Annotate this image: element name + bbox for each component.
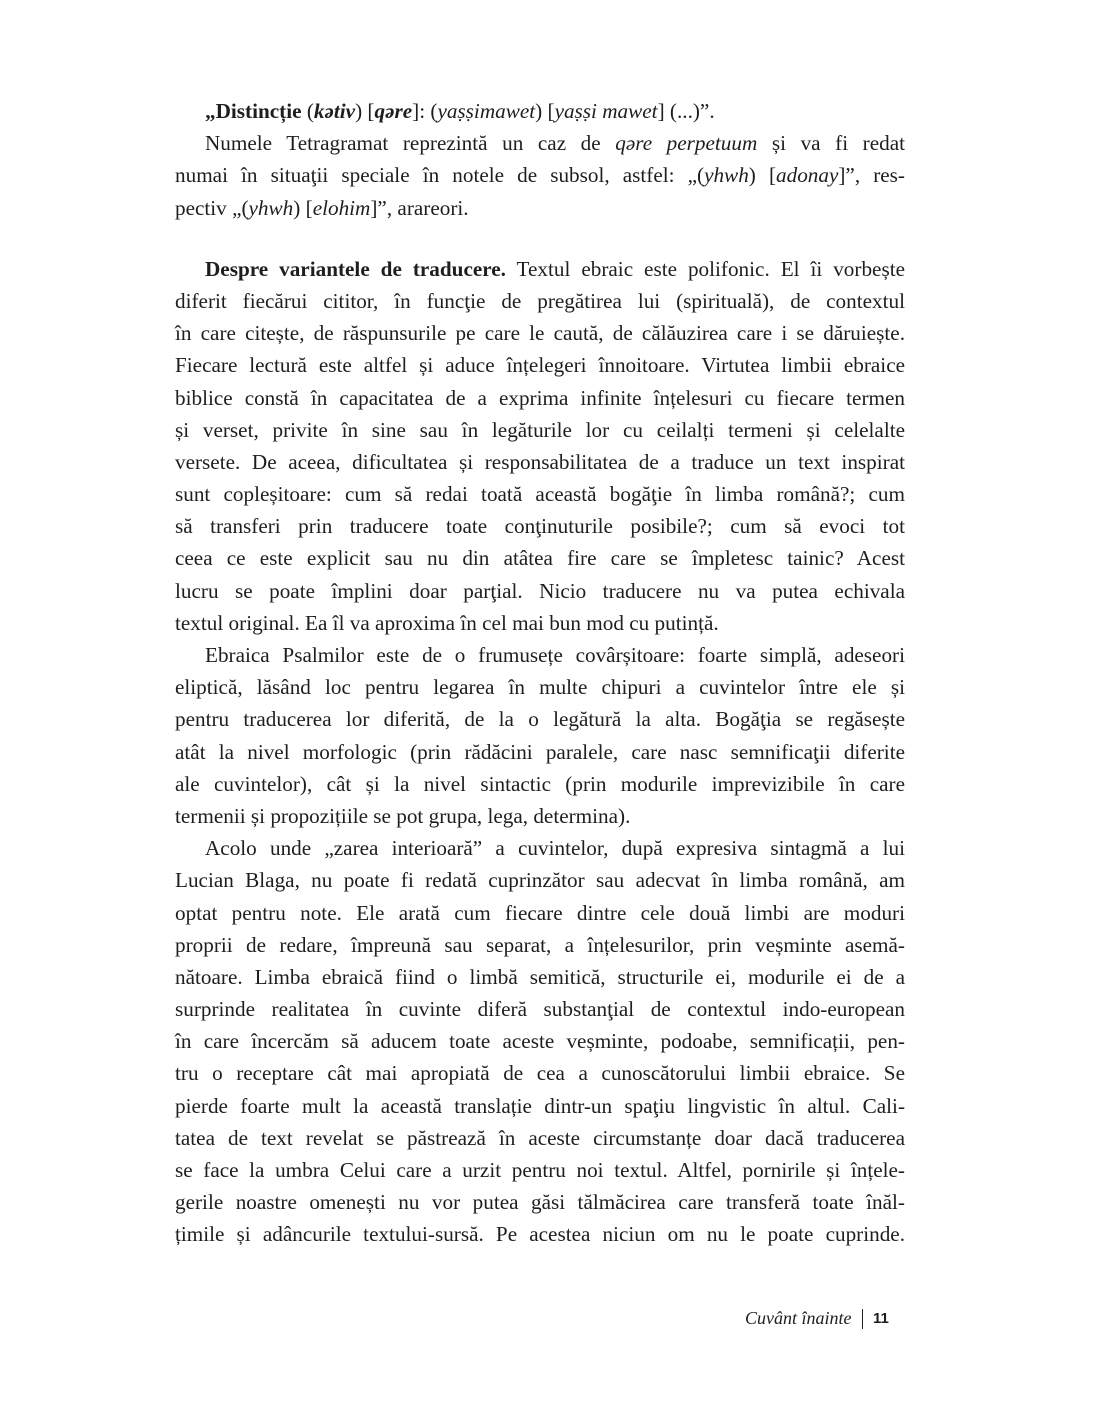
text-line: tatea de text revelat se păstrează în aceste circumstanțe doar dacă traducerea [175,1125,905,1150]
text-line: ceea ce este explicit sau nu din atâtea fire care se împletesc tainic? Acest [175,546,905,571]
text-line: se face la umbra Celui care a urzit pentru noi textul. Altfel, pornirile și înțele- [175,1158,905,1182]
text-line: tru o receptare cât mai apropiată de cea a cunoscătorului limbii ebraice. Se [175,1061,905,1086]
running-head: Cuvânt înainte [745,1308,852,1328]
section-heading-line: Despre variantele de traducere. Textul ebraic este polifonic. El îi vorbește [205,256,905,281]
text-line: termenii și propozițiile se pot grupa, lega, determina). [175,803,631,828]
text-line: gerile noastre omenești nu vor putea găsi tălmăcirea care transferă toate înăl- [175,1190,905,1215]
text-line: versete. De aceea, dificultatea și responsabilitatea de a traduce un text inspirat [175,449,905,474]
paragraph-tetragram [175,127,905,224]
paragraph-psalms-hebrew [175,639,905,832]
text-line: țimile și adâncurile textului-sursă. Pe acestea niciun om nu le poate cuprinde. [175,1222,905,1247]
text-line: eliptică, lăsând loc pentru legarea în multe chipuri a cuvintelor între ele și [175,675,905,700]
text-line: în care citește, de răspunsurile pe care le caută, de călăuzirea care i se dăruiește. [175,321,905,346]
text-line: și verset, privite în sine sau în legăturile lor cu ceilalți termeni și celelalte [175,417,905,442]
text-line: Acolo unde „zarea interioară” a cuvintelor, după expresiva sintagmă a lui [205,836,905,861]
text-line: Numele Tetragramat reprezintă un caz de qəre perpetuum și va fi redat [205,131,905,156]
text-line: în care încercăm să aducem toate aceste veșminte, podoabe, semnificații, pen- [175,1029,905,1054]
text-line: Ebraica Psalmilor este de o frumusețe covârșitoare: foarte simplă, adeseori [205,643,905,667]
page-body [175,95,905,1251]
paragraph-inner-horizon [175,832,905,1250]
text-line: sunt copleșitoare: cum să redai toată această bogăţie în limba română?; cum [175,482,905,507]
text-line: surprinde realitatea în cuvinte diferă substanţial de contextul indo-european [175,997,905,1022]
text-line: diferit fiecărui cititor, în funcţie de pregătirea lui (spirituală), de contextul [175,288,905,313]
page-number: 11 [873,1310,889,1327]
text-line: Fiecare lectură este altfel și aduce înțelegeri înnoitoare. Virtutea limbii ebraice [175,353,905,378]
text-line: pentru traducerea lor diferită, de la o legătură la alta. Bogăţia se regăsește [175,707,905,732]
paragraph-translation-variants [175,253,905,639]
text-line: biblice constă în capacitatea de a exprima infinite înțelesuri cu fiecare termen [175,385,905,410]
text-line: lucru se poate împlini doar parţial. Nicio traducere nu va putea echivala [175,578,905,603]
text-line: atât la nivel morfologic (prin rădăcini paralele, care nasc semnificaţii diferite [175,739,905,764]
text-line: optat pentru note. Ele arată cum fiecare dintre cele două limbi are moduri [175,900,905,925]
text-line: proprii de redare, împreună sau separat, a înțelesurilor, prin veșminte asemă- [175,932,905,957]
text-line: să transferi prin traducere toate conţinuturile posibile?; cum să evoci tot [175,514,905,539]
footer-divider [862,1309,864,1329]
text-line: „Distincție (kətiv) [qəre]: (yaṣṣimawet) [yaṣṣi mawet] (...)”. [205,99,715,123]
text-line: pectiv „(yhwh) [elohim]”, arareori. [175,195,469,220]
text-line: ale cuvintelor), cât și la nivel sintactic (prin modurile imprevizibile în care [175,771,905,796]
text-line: textul original. Ea îl va aproxima în cel mai bun mod cu putință. [175,610,719,635]
text-line: nătoare. Limba ebraică fiind o limbă semitică, structurile ei, modurile ei de a [175,964,905,989]
text-line: pierde foarte mult la această translație dintr-un spaţiu lingvistic în altul. Cali- [175,1093,905,1118]
section-gap [175,224,905,253]
text-line: numai în situaţii speciale în notele de subsol, astfel: „(yhwh) [adonay]”, res- [175,163,905,188]
text-line: Lucian Blaga, nu poate fi redată cuprinzător sau adecvat în limba română, am [175,868,905,893]
paragraph-distinction-example [175,95,905,127]
page-footer [745,1308,889,1329]
